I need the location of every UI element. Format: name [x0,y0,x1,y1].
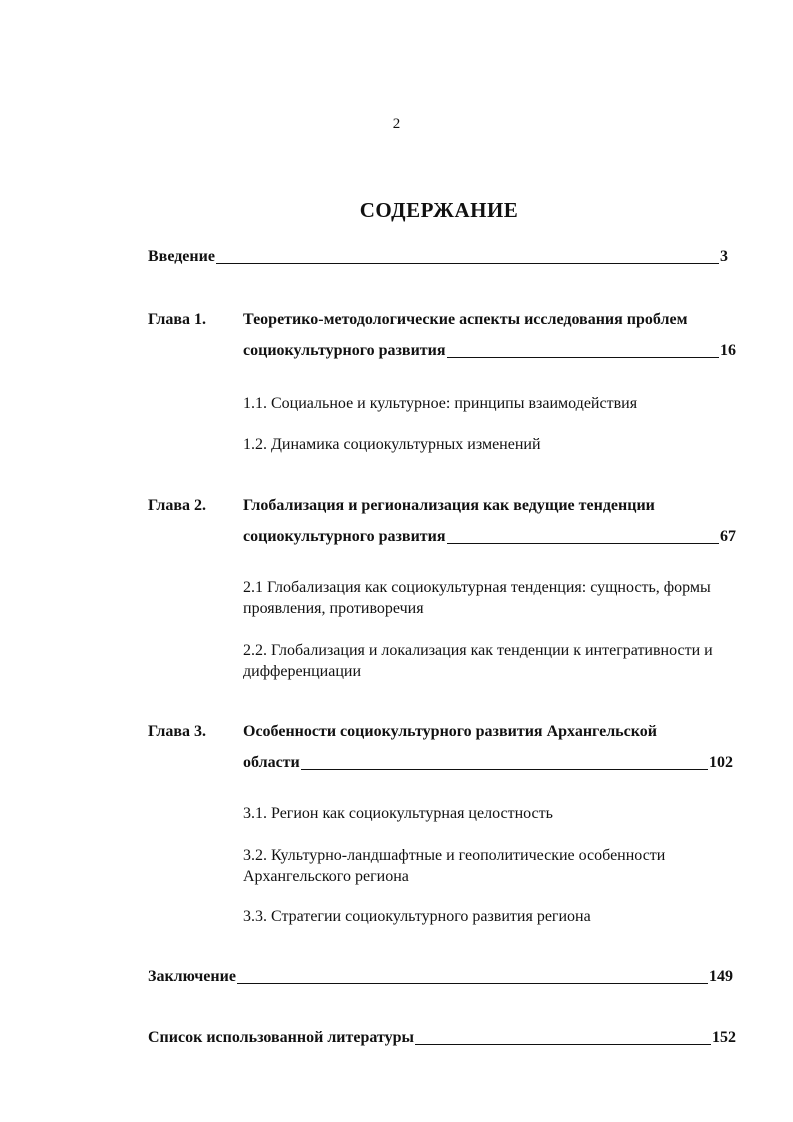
section-2-2[interactable]: 2.2. Глобализация и локализация как тенденции к интегративности и дифференциации [243,642,713,680]
chapter-2-title[interactable]: Глобализация и регионализация как ведущие тенденции [243,497,655,514]
section-1-2[interactable]: 1.2. Динамика социокультурных изменений [243,436,541,453]
toc-entry-label: Заключение [148,968,236,985]
section-3-2[interactable]: 3.2. Культурно-ландшафтные и геополитические особенности Архангельского региона [243,847,666,885]
toc-entry-label: социокультурного развития [243,528,446,545]
dotted-leader [415,1044,711,1045]
dotted-leader [301,769,708,770]
chapter-2-title-line2[interactable] [243,528,736,546]
chapter-1-label: Глава 1. [148,311,206,328]
toc-entry-page: 16 [720,342,736,359]
page-title: СОДЕРЖАНИЕ [359,198,519,222]
chapter-3-title[interactable]: Особенности социокультурного развития Архангельской [243,723,657,740]
toc-entry-label: Введение [148,248,215,265]
toc-entry-conclusion[interactable] [148,968,733,986]
chapter-3-label: Глава 3. [148,723,206,740]
toc-entry-references[interactable] [148,1029,736,1047]
section-2-1[interactable]: 2.1 Глобализация как социокультурная тенденция: сущность, формы проявления, противоречия [243,579,711,617]
dotted-leader [237,983,708,984]
dotted-leader [447,543,719,544]
chapter-1-title-line2[interactable] [243,342,736,360]
toc-entry-page: 3 [720,248,728,265]
toc-entry-introduction[interactable] [148,248,728,266]
chapter-1-title[interactable]: Теоретико-методологические аспекты исследования проблем [243,311,688,328]
section-3-3[interactable]: 3.3. Стратегии социокультурного развития региона [243,908,591,925]
chapter-2-label: Глава 2. [148,497,206,514]
section-1-1[interactable]: 1.1. Социальное и культурное: принципы взаимодействия [243,395,638,412]
chapter-3-title-line2[interactable] [243,754,733,772]
section-3-1[interactable]: 3.1. Регион как социокультурная целостность [243,805,553,822]
toc-entry-label: Список использованной литературы [148,1029,414,1046]
toc-entry-page: 67 [720,528,736,545]
toc-entry-page: 102 [709,754,733,771]
dotted-leader [447,357,719,358]
dotted-leader [216,263,719,264]
toc-entry-label: области [243,754,300,771]
toc-entry-label: социокультурного развития [243,342,446,359]
toc-entry-page: 152 [712,1029,736,1046]
page-number: 2 [392,116,401,132]
toc-entry-page: 149 [709,968,733,985]
